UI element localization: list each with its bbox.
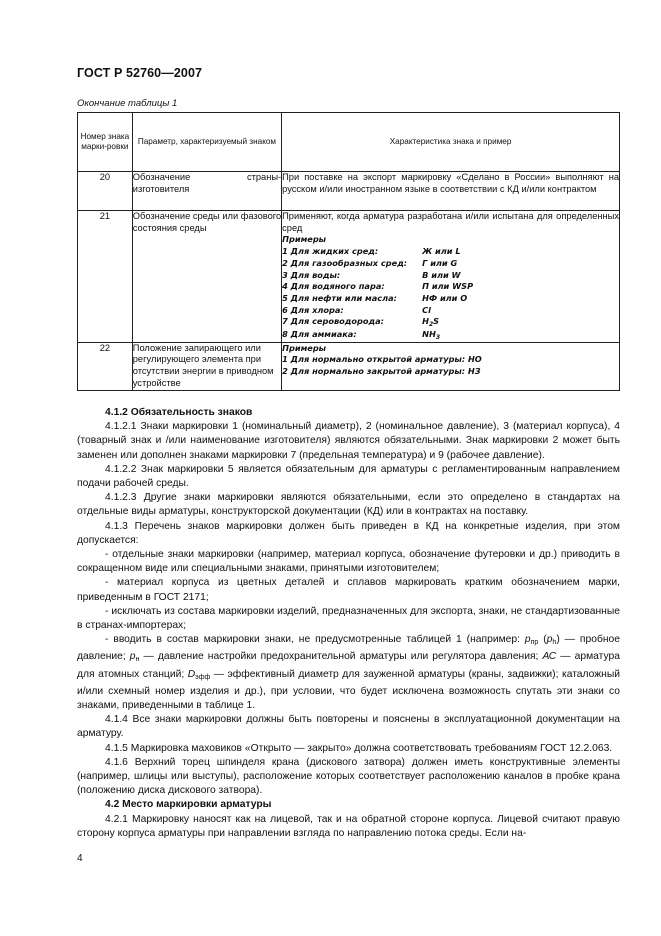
row-parameter: Обозначение страны-изготовителя <box>132 172 281 211</box>
list-item: - исключать из состава маркировки изделий, предназначенных для экспорта, знаки, не стандартизованные в странах-импортерах; <box>77 605 620 632</box>
example-item: 7 Для сероводорода: $H_2S$ <box>282 316 440 329</box>
row-characteristic-text: Применяют, когда арматура разработана и/или испытана для определенных сред <box>282 211 619 233</box>
table-row <box>78 172 620 211</box>
row-number: 20 <box>78 172 133 211</box>
example-item: 8 Для аммиака: $NH_3$ <box>282 329 441 342</box>
list-item: - материал корпуса из цветных деталей и сплавов маркировать кратким обозначением марки, приведенным в ГОСТ 2171; <box>77 577 620 603</box>
table-row <box>78 342 620 390</box>
paragraph: 4.1.2.3 Другие знаки маркировки являются обязательными, если это определено в стандартах на отдельные виды арматуры, конструкторской документации (КД) или в контрактах на поставку. <box>77 492 620 518</box>
example-item: 5 Для нефти или масла: НФ или О <box>282 292 468 303</box>
example-item: 2 Для нормально закрытой арматуры: НЗ <box>282 366 481 377</box>
page-number: 4 <box>77 853 83 864</box>
example-item: 2 Для газообразных сред: Г или G <box>282 257 458 268</box>
list-item: - вводить в состав маркировки знаки, не предусмотренные таблицей 1 (например: pпр (ph) — пробное давление; pн — давление настройки предохранительной арматуры или регулятора давления; АС — арматура для атомных станций; Dэфф — эффективный диаметр для зауженной арматуры (краны, задвижки); каталожный и/или схемный номер изделия и др.), при условии, что будет исключена возможность спутать эти знаки со знаками, приведенными в таблице 1. <box>77 634 620 712</box>
table-caption: Окончание таблицы 1 <box>77 98 178 109</box>
row-characteristic: При поставке на экспорт маркировку «Сделано в России» выполняют на русском и/или иностранном языке в соответствии с КД и/или контрактом <box>282 172 620 211</box>
header-parameter: Параметр, характеризуемый знаком <box>132 113 281 172</box>
section-heading: 4.1.2 Обязательность знаков <box>105 407 253 418</box>
example-item: 4 Для водяного пара: П или WSP <box>282 281 474 292</box>
table-header-row <box>78 113 620 172</box>
example-item: 1 Для нормально открытой арматуры: НО <box>282 354 482 365</box>
paragraph: 4.1.2.2 Знак маркировки 5 является обязательным для арматуры с регламентированным направлением подачи рабочей среды. <box>77 463 620 490</box>
paragraph: 4.1.5 Маркировка маховиков «Открыто — закрыто» должна соответствовать требованиям ГОСТ 12.2.063. <box>105 742 613 754</box>
row-parameter: Положение запирающего или регулирующего элемента при отсутствии энергии в приводном устройстве <box>132 342 281 390</box>
example-item: 1 Для жидких сред: Ж или L <box>282 246 461 257</box>
example-item: 6 Для хлора: Cl <box>282 304 431 315</box>
examples-title: Примеры <box>282 342 327 353</box>
examples-title: Примеры <box>282 234 327 245</box>
row-characteristic <box>282 211 620 343</box>
paragraph: 4.1.6 Верхний торец шпинделя крана (дискового затвора) должен иметь конструктивные элементы (например, шлицы или выступы), расположение которых соответствует расположению каналов в пробке крана (положению диска дискового затвора). <box>77 756 620 797</box>
row-characteristic <box>282 342 620 390</box>
paragraph: 4.1.3 Перечень знаков маркировки должен быть приведен в КД на конкретные изделия, при этом допускается: <box>77 520 620 546</box>
paragraph: 4.1.4 Все знаки маркировки должны быть повторены и пояснены в эксплуатационной документации на арматуру. <box>77 714 620 740</box>
document-header: ГОСТ Р 52760—2007 <box>77 66 203 80</box>
body-text <box>77 406 620 841</box>
header-characteristic: Характеристика знака и пример <box>282 113 620 172</box>
section-heading: 4.2 Место маркировки арматуры <box>105 799 272 811</box>
list-item: - отдельные знаки маркировки (например, материал корпуса, обозначение футеровки и др.) приводить в сокращенном виде или специальными знаками, принятыми изготовителем; <box>77 549 620 575</box>
paragraph: 4.2.1 Маркировку наносят как на лицевой, так и на обратной стороне корпуса. Лицевой считают правую сторону корпуса арматуры при направлении взгляда по направлению потока среды. Если на- <box>77 813 620 839</box>
row-parameter: Обозначение среды или фазового состояния среды <box>132 211 281 343</box>
example-item: 3 Для воды: В или W <box>282 269 461 280</box>
row-number: 22 <box>78 342 133 390</box>
marking-table <box>77 112 620 391</box>
table-row <box>78 211 620 343</box>
header-mark-number: Номер знака марки-ровки <box>78 113 133 172</box>
paragraph: 4.1.2.1 Знаки маркировки 1 (номинальный диаметр), 2 (номинальное давление), 3 (материал корпуса), 4 (товарный знак и /или наименование изготовителя) являются обязательными. Знак маркировки 2 может быть заменен или дополнен знаками маркировки 7 (предельная температура) и 9 (рабочее давление). <box>77 421 620 461</box>
row-number: 21 <box>78 211 133 343</box>
